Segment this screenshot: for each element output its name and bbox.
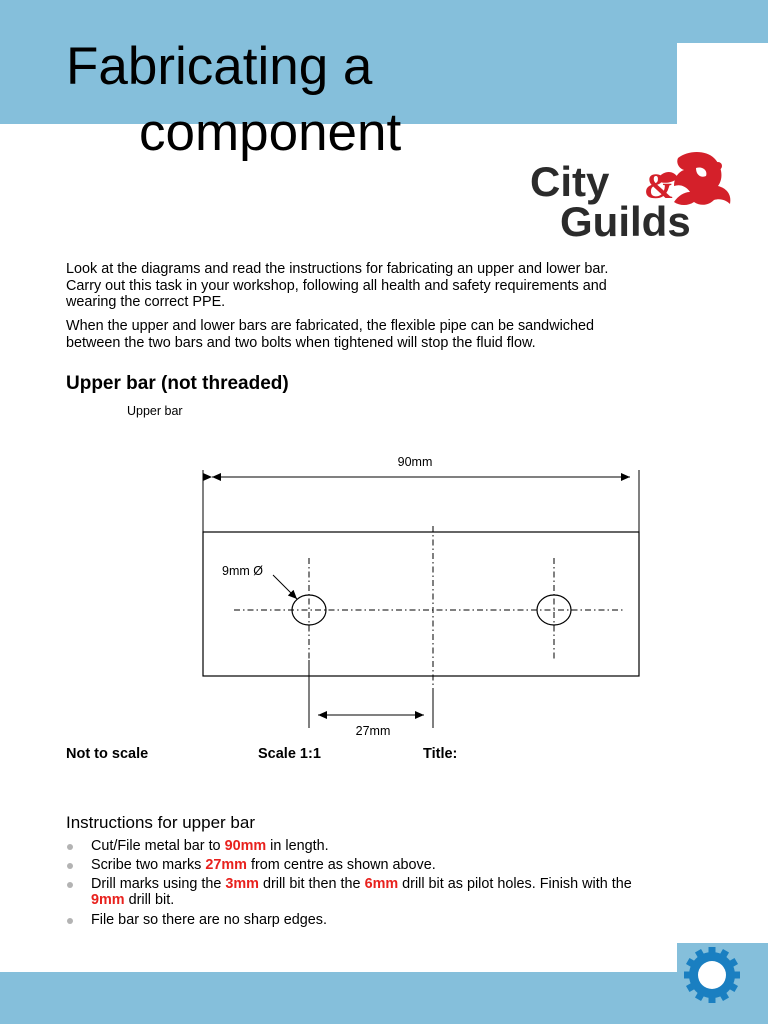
logo-text-city: City xyxy=(530,158,610,205)
page-title xyxy=(66,34,401,166)
intro-paragraph-1: Look at the diagrams and read the instructions for fabricating an upper and lower bar. Carry out this task in your workshop, following all health and safety requirements and wearing the correct PPE. xyxy=(66,261,609,310)
list-item: Scribe two marks 27mm from centre as shown above. xyxy=(66,857,646,873)
section-heading: Upper bar (not threaded) xyxy=(66,373,289,394)
diagram-caption: Upper bar xyxy=(127,404,183,418)
length-label: 90mm xyxy=(397,455,433,469)
footer-band xyxy=(0,972,768,1024)
instructions-list xyxy=(66,838,646,931)
logo-ampersand: & xyxy=(644,166,674,206)
bar-outline xyxy=(203,532,639,676)
not-to-scale-label: Not to scale xyxy=(66,746,149,762)
hole-leader-arrow xyxy=(273,575,297,599)
title-line-1: Fabricating a xyxy=(66,37,373,96)
offset-label: 27mm xyxy=(355,724,391,738)
list-item: File bar so there are no sharp edges. xyxy=(66,912,646,928)
upper-bar-diagram xyxy=(120,398,650,743)
gear-icon xyxy=(683,946,741,1004)
title-field-label: Title: xyxy=(423,746,458,762)
list-item: Cut/File metal bar to 90mm in length. xyxy=(66,838,646,854)
title-line-2: component xyxy=(139,103,402,162)
hole-diameter-label: 9mm Ø xyxy=(222,564,263,578)
city-guilds-logo xyxy=(528,148,738,240)
intro-paragraph-2: When the upper and lower bars are fabricated, the flexible pipe can be sandwiched between the two bars and two bolts when tightened will stop the fluid flow. xyxy=(66,318,594,351)
header-notch xyxy=(677,43,768,124)
instructions-heading: Instructions for upper bar xyxy=(66,813,255,832)
list-item: Drill marks using the 3mm drill bit then the 6mm drill bit as pilot holes. Finish with the 9mm drill bit. xyxy=(66,876,646,908)
scale-label: Scale 1:1 xyxy=(258,746,321,762)
logo-text-guilds: Guilds xyxy=(560,198,691,240)
